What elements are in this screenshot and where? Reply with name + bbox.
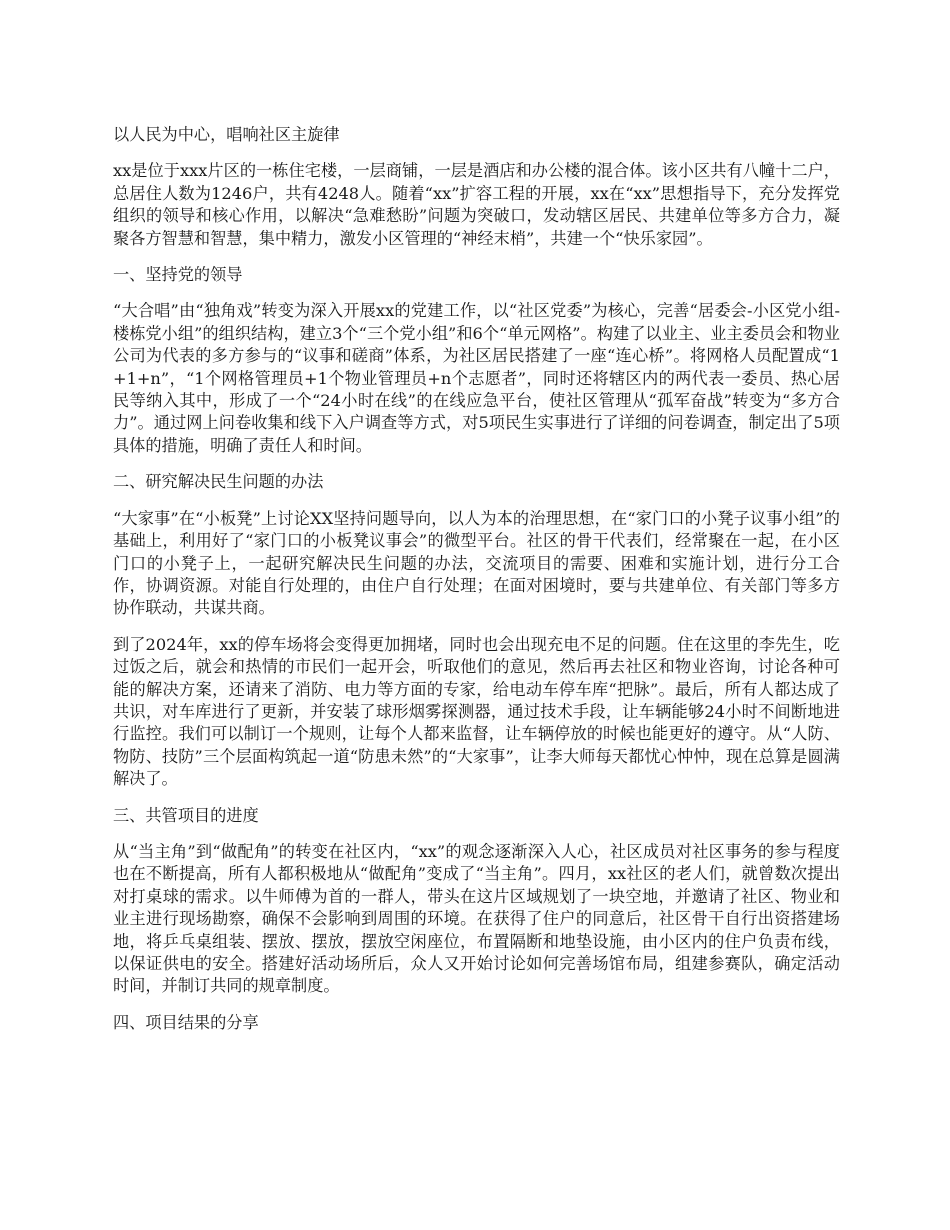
section-2-paragraph-1: “大家事”在“小板凳”上讨论XX坚持问题导向，以人为本的治理思想，在“家门口的小凳子议事小组”的基础上，利用好了“家门口的小板凳议事会”的微型平台。社区的骨干代表们，经常聚在一起，在小区门口的小凳子上，一起研究解决民生问题的办法，交流项目的需要、困难和实施计划，进行分工合作，协调资源。对能自行处理的，由住户自行处理；在面对困境时，要与共建单位、有关部门等多方协作联动，共谋共商。	[113, 508, 840, 618]
section-2-heading: 二、研究解决民生问题的办法	[113, 472, 324, 492]
section-3-paragraph: 从“当主角”到“做配角”的转变在社区内，“xx”的观念逐渐深入人心，社区成员对社区事务的参与程度也在不断提高，所有人都积极地从“做配角”变成了“当主角”。四月，xx社区的老人们，就曾数次提出对打桌球的需求。以牛师傅为首的一群人，带头在这片区域规划了一块空地，并邀请了社区、物业和业主进行现场勘察，确保不会影响到周围的环境。在获得了住户的同意后，社区骨干自行出资搭建场地，将乒乓桌组装、摆放、摆放，摆放空闲座位，布置隔断和地垫设施，由小区内的住户负责布线，以保证供电的安全。搭建好活动场所后，众人又开始讨论如何完善场馆布局，组建参赛队，确定活动时间，并制订共同的规章制度。	[113, 841, 840, 996]
section-3-heading: 三、共管项目的进度	[113, 805, 259, 825]
section-4-heading: 四、项目结果的分享	[113, 1012, 259, 1032]
section-1-heading: 一、坚持党的领导	[113, 265, 243, 285]
document-page	[113, 124, 840, 1048]
document-title: 以人民为中心，唱响社区主旋律	[113, 125, 340, 144]
intro-paragraph: xx是位于xxx片区的一栋住宅楼，一层商铺，一层是酒店和办公楼的混合体。该小区共有八幢十二户，总居住人数为1246户，共有4248人。随着“xx”扩容工程的开展，xx在“xx”思想指导下，充分发挥党组织的领导和核心作用，以解决“急难愁盼”问题为突破口，发动辖区居民、共建单位等多方合力，凝聚各方智慧和智慧，集中精力，激发小区管理的“神经末梢”，共建一个“快乐家园”。	[113, 161, 840, 248]
section-1-paragraph: “大合唱”由“独角戏”转变为深入开展xx的党建工作，以“社区党委”为核心，完善“居委会-小区党小组-楼栋党小组”的组织结构，建立3个“三个党小组”和6个“单元网格”。构建了以业主、业主委员会和物业公司为代表的多方参与的“议事和磋商”体系，为社区居民搭建了一座“连心桥”。将网格人员配置成“1+1+n”，“1个网格管理员+1个物业管理员+n个志愿者”，同时还将辖区内的两代表一委员、热心居民等纳入其中，形成了一个“24小时在线”的在线应急平台，使社区管理从“孤军奋战”转变为“多方合力”。通过网上问卷收集和线下入户调查等方式，对5项民生实事进行了详细的问卷调查，制定出了5项具体的措施，明确了责任人和时间。	[113, 301, 840, 455]
section-2-paragraph-2: 到了2024年，xx的停车场将会变得更加拥堵，同时也会出现充电不足的问题。住在这里的李先生，吃过饭之后，就会和热情的市民们一起开会，听取他们的意见，然后再去社区和物业咨询，讨论各种可能的解决方案，还请来了消防、电力等方面的专家，给电动车停车库“把脉”。最后，所有人都达成了共识，对车库进行了更新，并安装了球形烟雾探测器，通过技术手段，让车辆能够24小时不间断地进行监控。我们可以制订一个规则，让每个人都来监督，让车辆停放的时候也能更好的遵守。从“人防、物防、技防”三个层面构筑起一道“防患未然”的“大家事”，让李大师每天都忧心忡忡，现在总算是圆满解决了。	[113, 634, 840, 789]
